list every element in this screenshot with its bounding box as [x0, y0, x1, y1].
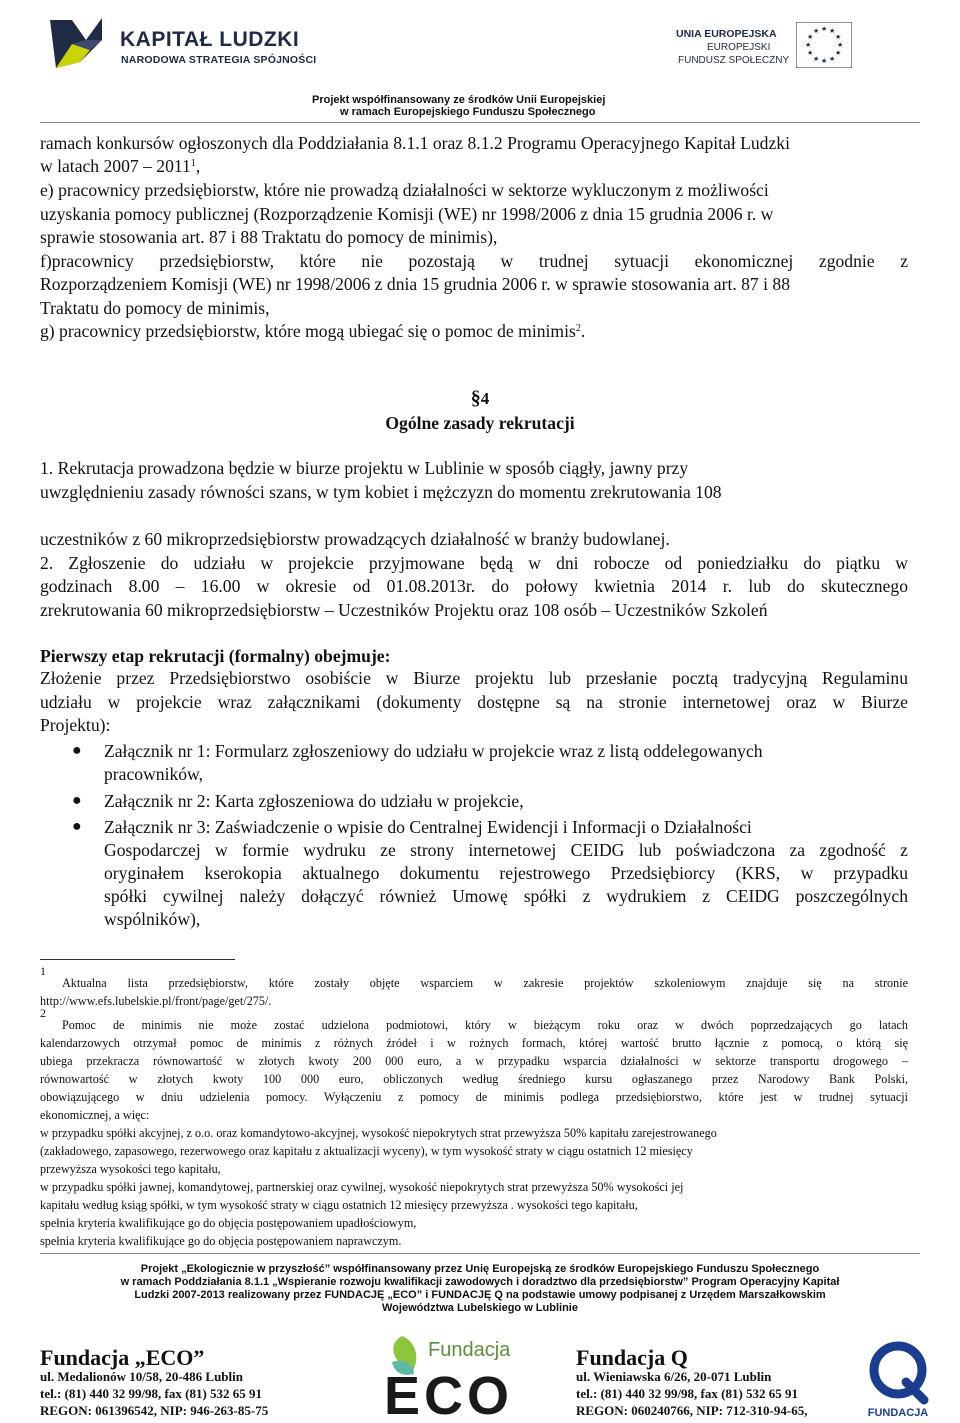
stage-intro-line: Złożenie przez Przedsiębiorstwo osobiście w Biurze projektu lub przesłanie pocztą tradycyjną Regulaminu — [40, 668, 908, 688]
svg-text:★: ★ — [805, 41, 812, 49]
footnote-line: ekonomicznej, a więc: — [40, 1108, 150, 1122]
svg-text:★: ★ — [829, 27, 836, 35]
svg-text:★: ★ — [813, 55, 820, 63]
bullet-dot-icon: ● — [72, 792, 82, 809]
footnote-ref-2: 2 — [575, 323, 581, 334]
body-line: Traktatu do pomocy de minimis, — [40, 298, 270, 318]
bullet-item: spółki cywilnej należy dołączyć również Umowę spółki z wydrukiem z CEIDG poszczególnych — [104, 886, 908, 906]
eu-fund-line1: EUROPEJSKI — [707, 42, 771, 53]
svg-text:ECO: ECO — [384, 1366, 514, 1420]
footnote-2-number: 2 — [40, 1006, 46, 1020]
kapital-ludzki-logo-icon — [42, 10, 112, 76]
footnote-line: przewyższa wysokości tego kapitału, — [40, 1162, 221, 1176]
kapital-ludzki-subtitle: NARODOWA STRATEGIA SPÓJNOŚCI — [121, 54, 317, 66]
section-title: Ogólne zasady rekrutacji — [385, 413, 575, 433]
bullet-item: oryginałem kserokopia aktualnego dokumentu rejestrowego Przedsiębiorcy (KRS, w przypadku — [104, 863, 908, 883]
rule-line: zrekrutowania 60 mikroprzedsiębiorstw – Uczestników Projektu oraz 108 osób – Uczestników Szkoleń — [40, 600, 768, 620]
svg-text:FUNDACJA: FUNDACJA — [867, 1407, 929, 1419]
svg-text:★: ★ — [813, 27, 820, 35]
stage-heading: Pierwszy etap rekrutacji (formalny) obejmuje: — [40, 646, 391, 666]
footnote-line: obowiązującego w dniu udzielenia pomocy. Wyłączeniu z pomocy de minimis podlega przedsiębiorstwo, które jest w trudnej sytuacji — [40, 1090, 908, 1104]
eu-flag-icon — [796, 22, 852, 68]
svg-text:★: ★ — [807, 49, 814, 57]
footer-line: Projekt „Ekologicznie w przyszłość” współfinansowany przez Unię Europejską ze środków Europejskiego Funduszu Społecznego — [140, 1263, 820, 1275]
footnote-ref-1: 1 — [190, 158, 196, 169]
footnote-line: spełnia kryteria kwalifikujące go do objęcia postępowaniem upadłościowym, — [40, 1216, 417, 1230]
eu-name: UNIA EUROPEJSKA — [676, 28, 777, 40]
bullet-item: wspólników), — [104, 909, 201, 929]
header-project-line1: Projekt współfinansowany ze środków Unii Europejskiej — [312, 94, 606, 106]
svg-text:★: ★ — [821, 57, 828, 65]
body-line: e) pracownicy przedsiębiorstw, które nie prowadzą działalności w sektorze wykluczonym z możliwości — [40, 180, 769, 200]
bullet-item: Gospodarczej w formie wydruku ze strony internetowej CEIDG lub poświadczona za zgodność z — [104, 840, 908, 860]
body-line: ramach konkursów ogłoszonych dla Poddziałania 8.1.1 oraz 8.1.2 Programu Operacyjnego Kapitał Ludzki — [40, 133, 790, 153]
right-org-address: ul. Wieniawska 6/26, 20-071 Lublin — [576, 1369, 772, 1384]
header-divider — [40, 122, 920, 123]
body-line: g) pracownicy przedsiębiorstw, które mogą ubiegać się o pomoc de minimis$^2$. — [40, 321, 586, 341]
footnote-line: Pomoc de minimis nie może zostać udzielona podmiotowi, który w bieżącym roku oraz w dwóch poprzedzających go latach — [62, 1018, 908, 1032]
footnote-line: w przypadku spółki akcyjnej, z o.o. oraz komandytowo-akcyjnej, wysokość niepokrytych strat przewyższa 50% kapitału zarejestrowanego — [40, 1126, 717, 1140]
right-org-ids: REGON: 060240766, NIP: 712-310-94-65, — [576, 1403, 808, 1418]
footnote-line: Aktualna lista przedsiębiorstw, które zostały objęte wsparciem w zakresie projektów szkoleniowym znajduje się na stronie — [62, 976, 908, 990]
footnote-line: równowartość w złotych kwoty 100 000 euro, obliczonych według średniego kursu ogłaszanego przez Narodowy Bank Polski, — [40, 1072, 908, 1086]
body-line: Rozporządzeniem Komisji (WE) nr 1998/2006 z dnia 15 grudnia 2006 r. w sprawie stosowania art. 87 i 88 — [40, 274, 791, 294]
left-org-phone: tel.: (81) 440 32 99/98, fax (81) 532 65 91 — [40, 1386, 263, 1401]
svg-text:★: ★ — [821, 25, 828, 33]
svg-text:★: ★ — [807, 33, 814, 41]
body-line: w latach 2007 – 2011$^1$, — [40, 156, 201, 176]
footer-line: Województwa Lubelskiego w Lublinie — [382, 1302, 578, 1314]
footnote-divider — [40, 959, 235, 960]
fundacja-q-logo-icon — [858, 1340, 938, 1420]
svg-text:Fundacja: Fundacja — [428, 1339, 511, 1361]
left-org-name: Fundacja „ECO” — [40, 1345, 205, 1370]
stage-intro-line: Projektu): — [40, 715, 111, 735]
right-org-name: Fundacja Q — [576, 1345, 688, 1370]
kapital-ludzki-title: KAPITAŁ LUDZKI — [120, 28, 300, 51]
svg-text:★: ★ — [837, 41, 844, 49]
body-line: sprawie stosowania art. 87 i 88 Traktatu do pomocy de minimis), — [40, 227, 498, 247]
rule-line: 1. Rekrutacja prowadzona będzie w biurze projektu w Lublinie w sposób ciągły, jawny przy — [40, 458, 689, 478]
rule-line: uczestników z 60 mikroprzedsiębiorstw prowadzących działalność w branży budowlanej. — [40, 529, 670, 549]
bullet-item: Załącznik nr 2: Karta zgłoszeniowa do udziału w projekcie, — [104, 791, 524, 811]
bullet-dot-icon: ● — [72, 818, 82, 835]
left-org-ids: REGON: 061396542, NIP: 946-263-85-75 — [40, 1403, 269, 1418]
header-project-line2: w ramach Europejskiego Funduszu Społecznego — [340, 106, 596, 118]
footer-line: Ludzki 2007-2013 realizowany przez FUNDACJĘ „ECO” i FUNDACJĘ Q na podstawie umowy podpisanej z Urzędem Marszałkowskim — [134, 1289, 826, 1301]
rule-line: 2. Zgłoszenie do udziału w projekcie przyjmowane będą w dni robocze od poniedziałku do piątku w — [40, 553, 908, 573]
body-line: f)pracownicy przedsiębiorstw, które nie pozostają w trudnej sytuacji ekonomicznej zgodnie z — [40, 251, 908, 271]
bullet-item: pracowników, — [104, 764, 204, 784]
bullet-dot-icon: ● — [72, 742, 82, 759]
footer-divider — [40, 1253, 920, 1254]
rule-line: godzinach 8.00 – 16.00 w okresie od 01.08.2013r. do połowy kwietnia 2014 r. lub do skutecznego — [40, 576, 908, 596]
fundacja-eco-logo-icon — [372, 1332, 572, 1420]
body-line: uzyskania pomocy publicznej (Rozporządzenie Komisji (WE) nr 1998/2006 z dnia 15 grudnia 2006 r. w — [40, 204, 774, 224]
eu-fund-line2: FUNDUSZ SPOŁECZNY — [678, 55, 790, 66]
footnote-line: kalendarzowych otrzymał pomoc de minimis z różnych źródeł i w rożnych formach, której wartość brutto łącznie z pomocą, o którą się — [40, 1036, 908, 1050]
footer-line: w ramach Poddziałania 8.1.1 „Wspieranie rozwoju kwalifikacji zawodowych i doradztwo dla przedsiębiorstw” Program Operacyjny Kapitał — [120, 1276, 840, 1288]
footnote-line: w przypadku spółki jawnej, komandytowej, partnerskiej oraz cywilnej, wysokość niepokrytych strat przewyższa 50% wysokości jej — [40, 1180, 684, 1194]
rule-line: uwzględnieniu zasady równości szans, w tym kobiet i mężczyzn do momentu zrekrutowania 108 — [40, 482, 722, 502]
svg-text:★: ★ — [835, 49, 842, 57]
svg-text:★: ★ — [835, 33, 842, 41]
right-org-phone: tel.: (81) 440 32 99/98, fax (81) 532 65 91 — [576, 1386, 799, 1401]
footnote-1-number: 1 — [40, 964, 46, 978]
svg-text:★: ★ — [829, 55, 836, 63]
left-org-address: ul. Medalionów 10/58, 20-486 Lublin — [40, 1369, 243, 1384]
footnote-line: spełnia kryteria kwalifikujące go do objęcia postępowaniem naprawczym. — [40, 1234, 402, 1248]
section-number: §4 — [470, 387, 490, 409]
footnote-line: http://www.efs.lubelskie.pl/front/page/get/275/. — [40, 994, 272, 1008]
footnote-line: kapitału według ksiąg spółki, w tym wysokość straty w ciągu ostatnich 12 miesięcy przewyższa . wysokości tego kapitału, — [40, 1198, 638, 1212]
bullet-item: Załącznik nr 1: Formularz zgłoszeniowy do udziału w projekcie wraz z listą oddelegowanych — [104, 741, 763, 761]
footnote-line: (zakładowego, zapasowego, rezerwowego oraz kapitału z aktualizacji wyceny), w tym wysokość straty w ciągu ostatnich 12 miesięcy — [40, 1144, 693, 1158]
stage-intro-line: udziału w projekcie wraz załącznikami (dokumenty dostępne są na stronie internetowej oraz w Biurze — [40, 692, 908, 712]
bullet-item: Załącznik nr 3: Zaświadczenie o wpisie do Centralnej Ewidencji i Informacji o Działalności — [104, 817, 752, 837]
footnote-line: ubiega przekracza równowartość w złotych kwoty 200 000 euro, a w przypadku wsparcia działalności w sektorze transportu drogowego – — [40, 1054, 908, 1068]
